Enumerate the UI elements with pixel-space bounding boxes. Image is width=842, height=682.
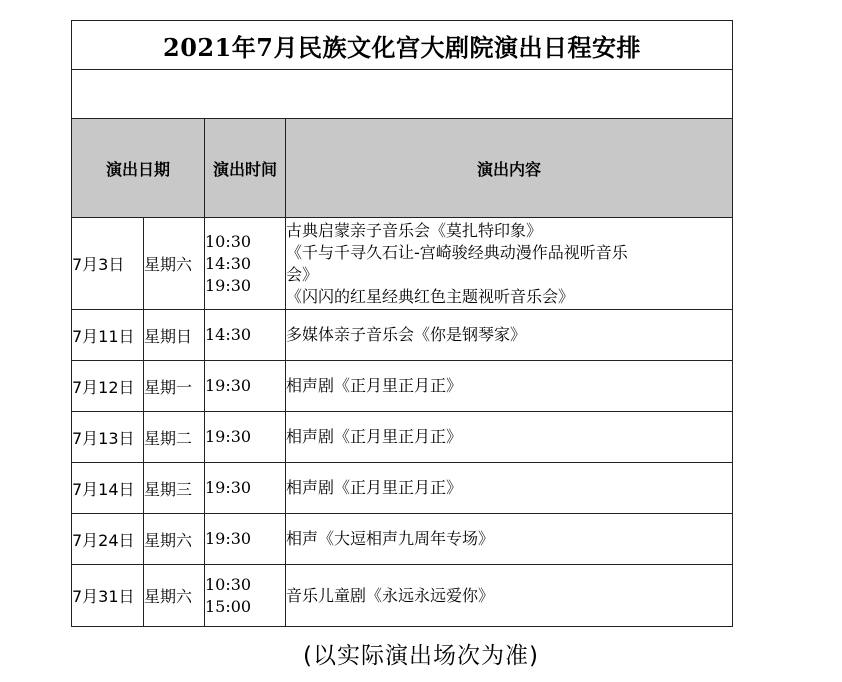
program-title: 《闪闪的红星经典红色主题视听音乐会》 [286,286,575,306]
title-row [72,21,733,70]
date-cell: 7月13日 [72,412,144,463]
time-value: 19:30 [205,427,252,446]
program-title: 多媒体亲子音乐会《你是钢琴家》 [286,325,527,344]
date-cell: 7月3日 [72,218,144,310]
page-title: 2021年7月民族文化宫大剧院演出日程安排 [72,21,733,70]
date-cell: 7月11日 [72,310,144,361]
weekday-cell: 星期日 [144,310,205,361]
content-cell [286,218,733,310]
table-row [72,514,733,565]
time-value: 14:30 [205,325,252,344]
date-cell: 7月12日 [72,361,144,412]
time-cell [205,463,286,514]
program-title: 相声《大逗相声九周年专场》 [286,529,495,548]
weekday-cell: 星期六 [144,514,205,565]
content-cell [286,565,733,627]
program-title: 相声剧《正月里正月正》 [286,478,463,497]
content-cell [286,412,733,463]
time-value: 10:30 [205,574,252,594]
content-cell [286,514,733,565]
weekday-cell: 星期六 [144,565,205,627]
table-row [72,463,733,514]
header-row [72,119,733,218]
time-value: 19:30 [205,275,252,295]
table-row [72,565,733,627]
time-cell [205,361,286,412]
header-date: 演出日期 [72,119,205,218]
time-value: 14:30 [205,253,252,273]
program-title: 《千与千寻久石让-宫崎骏经典动漫作品视听音乐 [286,242,628,262]
table-row [72,218,733,310]
program-title: 会》 [286,264,319,284]
time-value: 19:30 [205,478,252,497]
date-cell: 7月24日 [72,514,144,565]
header-content: 演出内容 [286,119,733,218]
program-title: 相声剧《正月里正月正》 [286,376,463,395]
date-cell: 7月14日 [72,463,144,514]
time-cell [205,412,286,463]
date-cell: 7月31日 [72,565,144,627]
weekday-cell: 星期三 [144,463,205,514]
content-cell [286,361,733,412]
program-title: 古典启蒙亲子音乐会《莫扎特印象》 [286,220,543,240]
content-cell [286,310,733,361]
blank-row [72,70,733,119]
time-value: 19:30 [205,529,252,548]
footnote: (以实际演出场次为准) [303,643,539,669]
content-cell [286,463,733,514]
time-value: 15:00 [205,596,252,616]
time-cell [205,514,286,565]
weekday-cell: 星期六 [144,218,205,310]
weekday-cell: 星期一 [144,361,205,412]
table-row [72,361,733,412]
blank-cell [72,70,733,119]
time-value: 10:30 [205,231,252,251]
time-value: 19:30 [205,376,252,395]
weekday-cell: 星期二 [144,412,205,463]
program-title: 音乐儿童剧《永远永远爱你》 [286,585,495,605]
time-cell [205,310,286,361]
time-cell [205,218,286,310]
time-cell [205,565,286,627]
program-title: 相声剧《正月里正月正》 [286,427,463,446]
table-row [72,412,733,463]
schedule-table [71,20,733,627]
table-row [72,310,733,361]
header-time: 演出时间 [205,119,286,218]
